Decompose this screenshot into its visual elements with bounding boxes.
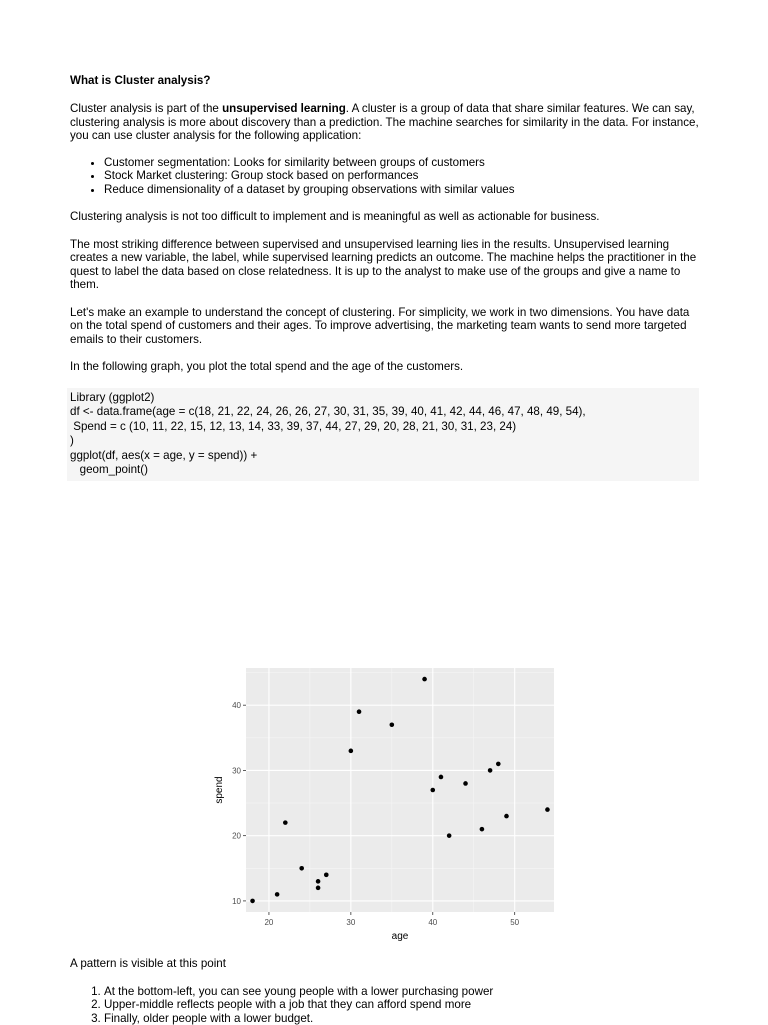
scatter-plot-svg [200, 655, 570, 945]
plot-panel [246, 668, 554, 912]
code-line: ggplot(df, aes(x = age, y = spend)) + [70, 449, 699, 464]
data-point [430, 788, 435, 793]
code-line: Library (ggplot2) [70, 391, 699, 406]
x-tick-label: 40 [428, 918, 437, 927]
code-line: df <- data.frame(age = c(18, 21, 22, 24, 26, 26, 27, 30, 31, 35, 39, 40, 41, 42, 44, 46, 47, 48, 49, 54), [70, 405, 699, 420]
list-item: • Customer segmentation: Looks for similarity between groups of customers [104, 156, 702, 170]
data-point [324, 873, 329, 878]
y-tick-label: 10 [232, 897, 241, 906]
y-tick-label: 40 [232, 701, 241, 710]
y-tick-label: 30 [232, 766, 241, 775]
list-item: • Stock Market clustering: Group stock based on performances [104, 169, 702, 183]
code-line: geom_point() [70, 463, 699, 478]
y-tick-label: 20 [232, 832, 241, 841]
x-axis-label: age [392, 931, 409, 942]
section-heading: What is Cluster analysis? [70, 74, 702, 88]
intro-paragraph [70, 102, 702, 143]
data-point [316, 879, 321, 884]
intro-text-start: Cluster analysis is part of the [70, 102, 222, 115]
data-point [283, 820, 288, 825]
y-axis-label: spend [214, 776, 225, 803]
code-line: ) [70, 434, 699, 449]
pattern-section [70, 957, 702, 1025]
list-item: • Reduce dimensionality of a dataset by grouping observations with similar values [104, 183, 702, 197]
data-point [480, 827, 485, 832]
data-point [422, 677, 427, 682]
article-body [70, 74, 702, 481]
applications-list [70, 156, 702, 197]
paragraph-graph: In the following graph, you plot the total spend and the age of the customers. [70, 360, 702, 374]
data-point [439, 775, 444, 780]
x-tick-label: 20 [264, 918, 273, 927]
data-point [316, 886, 321, 891]
list-item: 2. Upper-middle reflects people with a job that they can afford spend more [104, 998, 702, 1012]
data-point [349, 749, 354, 754]
data-point [299, 866, 304, 871]
pattern-list [70, 985, 702, 1025]
data-point [390, 722, 395, 727]
scatter-chart [200, 655, 570, 945]
code-line: Spend = c (10, 11, 22, 15, 12, 13, 14, 33, 39, 37, 44, 27, 29, 20, 28, 21, 30, 31, 23, 24) [70, 420, 699, 435]
x-tick-label: 50 [510, 918, 519, 927]
data-point [463, 781, 468, 786]
paragraph-difference: The most striking difference between supervised and unsupervised learning lies in the results. Unsupervised learning creates a new variable, the label, while supervised learning predicts an outcome. The machine helps the practitioner in the quest to label the data based on close relatedness. It is up to the analyst to make use of the groups and give a name to them. [70, 238, 702, 292]
x-tick-label: 30 [346, 918, 355, 927]
paragraph-example: Let's make an example to understand the concept of clustering. For simplicity, we work in two dimensions. You have data on the total spend of customers and their ages. To improve advertising, the marketing team wants to send more targeted emails to their customers. [70, 306, 702, 347]
pattern-intro: A pattern is visible at this point [70, 957, 702, 971]
data-point [357, 709, 362, 714]
paragraph-easy: Clustering analysis is not too difficult to implement and is meaningful as well as actionable for business. [70, 210, 702, 224]
intro-bold-term: unsupervised learning [222, 102, 346, 115]
data-point [447, 833, 452, 838]
data-point [250, 899, 255, 904]
code-block [67, 388, 699, 482]
intro-text-end: . A cluster is a group of data that share similar features. We can say, clustering analysis is more about discovery than a prediction. The machine searches for similarity in the data. For instance, you can use cluster analysis for the following application: [70, 102, 699, 142]
data-point [504, 814, 509, 819]
data-point [275, 892, 280, 897]
list-item: 3. Finally, older people with a lower budget. [104, 1012, 702, 1025]
data-point [488, 768, 493, 773]
data-point [545, 807, 550, 812]
list-item: 1. At the bottom-left, you can see young people with a lower purchasing power [104, 985, 702, 999]
data-point [496, 762, 501, 767]
